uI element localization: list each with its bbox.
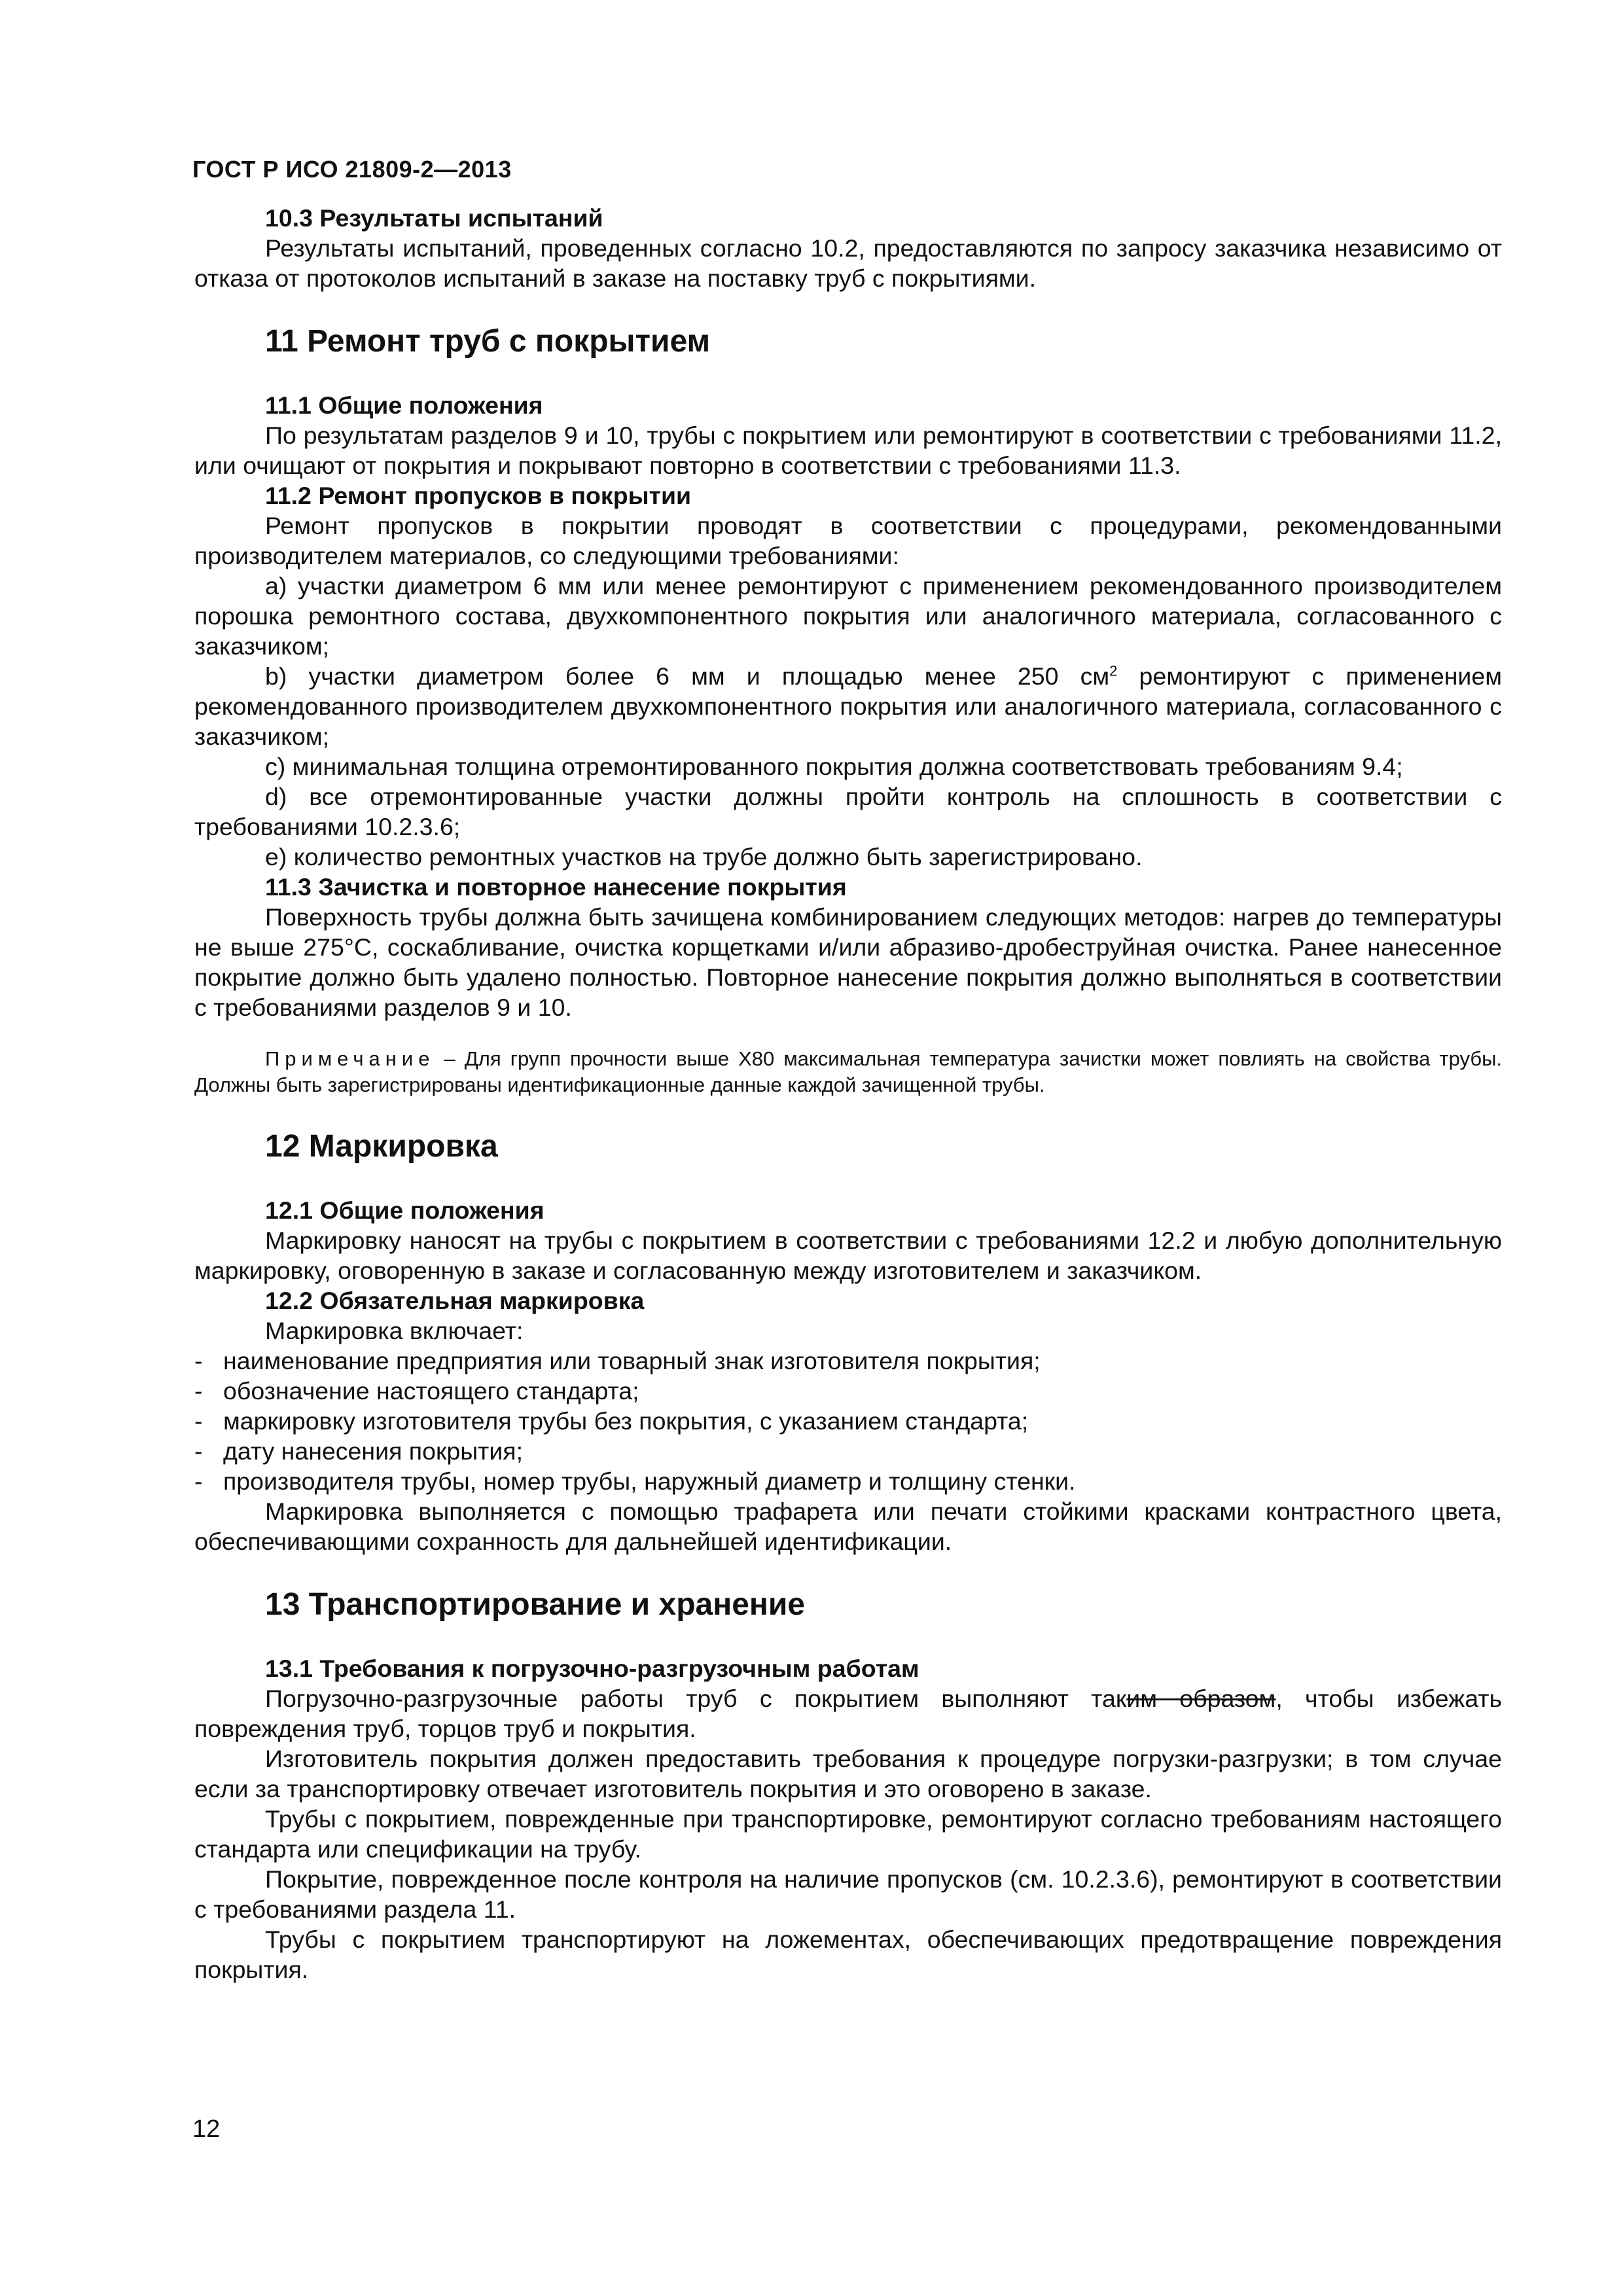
struck-through-text: им образом bbox=[1126, 1685, 1276, 1712]
dash-list-item bbox=[194, 1436, 1502, 1466]
subsection-heading-13-1: 13.1 Требования к погрузочно-разгрузочным работам bbox=[265, 1655, 919, 1682]
paragraph-10-3: Результаты испытаний, проведенных согласно 10.2, предоставляются по запросу заказчика независимо от отказа от протоколов испытаний в заказе на поставку труб с покрытиями. bbox=[194, 234, 1502, 292]
dash-list-item bbox=[194, 1346, 1502, 1376]
dash-list-item bbox=[194, 1466, 1502, 1496]
dash-list-item-text: дату нанесения покрытия; bbox=[223, 1437, 524, 1465]
subsection-heading-11-1: 11.1 Общие положения bbox=[265, 391, 543, 419]
dash-list-item-text: маркировку изготовителя трубы без покрытия, с указанием стандарта; bbox=[223, 1407, 1029, 1435]
note-11-3 bbox=[194, 1046, 1502, 1098]
subsection-heading-12-1: 12.1 Общие положения bbox=[265, 1196, 544, 1224]
paragraph-11-2-intro: Ремонт пропусков в покрытии проводят в соответствии с процедурами, рекомендованными производителем материалов, со следующими требованиями: bbox=[194, 512, 1502, 569]
note-text: – Для групп прочности выше Х80 максимальная температура зачистки может повлиять на свойства трубы. Должны быть зарегистрированы идентификационные данные каждой зачищенной трубы. bbox=[194, 1047, 1502, 1096]
dash-mark: - bbox=[194, 1437, 203, 1465]
paragraph-13-1-1-text: Погрузочно-разгрузочные работы труб с покрытием выполняют так bbox=[265, 1685, 1127, 1712]
dash-list-item-text: наименование предприятия или товарный знак изготовителя покрытия; bbox=[223, 1347, 1041, 1374]
paragraph-12-2-outro: Маркировка выполняется с помощью трафарета или печати стойкими красками контрастного цвета, обеспечивающими сохранность для дальнейшей идентификации. bbox=[194, 1498, 1502, 1555]
paragraph-12-2-intro: Маркировка включает: bbox=[265, 1317, 524, 1344]
document-header: ГОСТ Р ИСО 21809-2—2013 bbox=[192, 156, 512, 183]
list-item-c: c) минимальная толщина отремонтированного покрытия должна соответствовать требованиям 9.4; bbox=[265, 753, 1403, 780]
paragraph-13-1-4: Покрытие, поврежденное после контроля на наличие пропусков (см. 10.2.3.6), ремонтируют в соответствии с требованиями раздела 11. bbox=[194, 1865, 1502, 1923]
dash-mark: - bbox=[194, 1377, 203, 1405]
paragraph-11-3: Поверхность трубы должна быть зачищена комбинированием следующих методов: нагрев до температуры не выше 275°С, соскабливание, очистка корщетками и/или абразиво-дробеструйная очистка. Ранее нанесенное покрытие должно быть удалено полностью. Повторное нанесение покрытия должно выполняться в соответствии с требованиями разделов 9 и 10. bbox=[194, 903, 1502, 1021]
paragraph-13-1-5: Трубы с покрытием транспортируют на ложементах, обеспечивающих предотвращение повреждения покрытия. bbox=[194, 1926, 1502, 1983]
list-item-e: e) количество ремонтных участков на трубе должно быть зарегистрировано. bbox=[265, 843, 1143, 870]
subsection-heading-11-2: 11.2 Ремонт пропусков в покрытии bbox=[265, 482, 692, 509]
note-label: Примечание bbox=[265, 1047, 435, 1070]
section-heading-11: 11 Ремонт труб с покрытием bbox=[265, 324, 711, 359]
dash-mark: - bbox=[194, 1467, 203, 1495]
dash-mark: - bbox=[194, 1347, 203, 1374]
dash-list-item bbox=[194, 1376, 1502, 1406]
list-item-d: d) все отремонтированные участки должны пройти контроль на сплошность в соответствии с требованиями 10.2.3.6; bbox=[194, 783, 1502, 840]
dash-list-item-text: производителя трубы, номер трубы, наружный диаметр и толщину стенки. bbox=[223, 1467, 1076, 1495]
dash-list-item-text: обозначение настоящего стандарта; bbox=[223, 1377, 639, 1405]
paragraph-13-1-3: Трубы с покрытием, поврежденные при транспортировке, ремонтируют согласно требованиям настоящего стандарта или спецификации на трубу. bbox=[194, 1805, 1502, 1863]
dash-list-item bbox=[194, 1406, 1502, 1436]
subsection-heading-11-3: 11.3 Зачистка и повторное нанесение покрытия bbox=[265, 873, 847, 901]
paragraph-13-1-2: Изготовитель покрытия должен предоставить требования к процедуре погрузки-разгрузки; в том случае если за транспортировку отвечает изготовитель покрытия и это оговорено в заказе. bbox=[194, 1745, 1502, 1803]
section-heading-12: 12 Маркировка bbox=[265, 1129, 498, 1164]
list-item-b-text: b) участки диаметром более 6 мм и площадью менее 250 см bbox=[265, 662, 1110, 690]
superscript-2: 2 bbox=[1109, 662, 1118, 679]
dash-mark: - bbox=[194, 1407, 203, 1435]
section-heading-13: 13 Транспортирование и хранение bbox=[265, 1587, 806, 1622]
list-item-b-text-rest: ремонтируют с применением рекомендованного производителем двухкомпонентного покрытия или аналогичного материала, согласованного с заказчиком; bbox=[194, 662, 1502, 750]
subsection-heading-10-3: 10.3 Результаты испытаний bbox=[265, 204, 603, 232]
paragraph-13-1-1 bbox=[194, 1683, 1502, 1744]
paragraph-11-1: По результатам разделов 9 и 10, трубы с покрытием или ремонтируют в соответствии с требованиями 11.2, или очищают от покрытия и покрывают повторно в соответствии с требованиями 11.3. bbox=[194, 422, 1502, 479]
list-item-a: a) участки диаметром 6 мм или менее ремонтируют с применением рекомендованного производителем порошка ремонтного состава, двухкомпонентного покрытия или аналогичного материала, согласованного с заказчиком; bbox=[194, 572, 1502, 660]
paragraph-12-1: Маркировку наносят на трубы с покрытием в соответствии с требованиями 12.2 и любую дополнительную маркировку, оговоренную в заказе и согласованную между изготовителем и заказчиком. bbox=[194, 1227, 1502, 1284]
list-item-b bbox=[194, 661, 1502, 751]
page-number: 12 bbox=[192, 2115, 221, 2143]
document-body bbox=[194, 203, 1502, 1984]
paragraph-13-1-1-text-rest: , чтобы избежать повреждения труб, торцов труб и покрытия. bbox=[194, 1685, 1502, 1742]
subsection-heading-12-2: 12.2 Обязательная маркировка bbox=[265, 1287, 645, 1314]
